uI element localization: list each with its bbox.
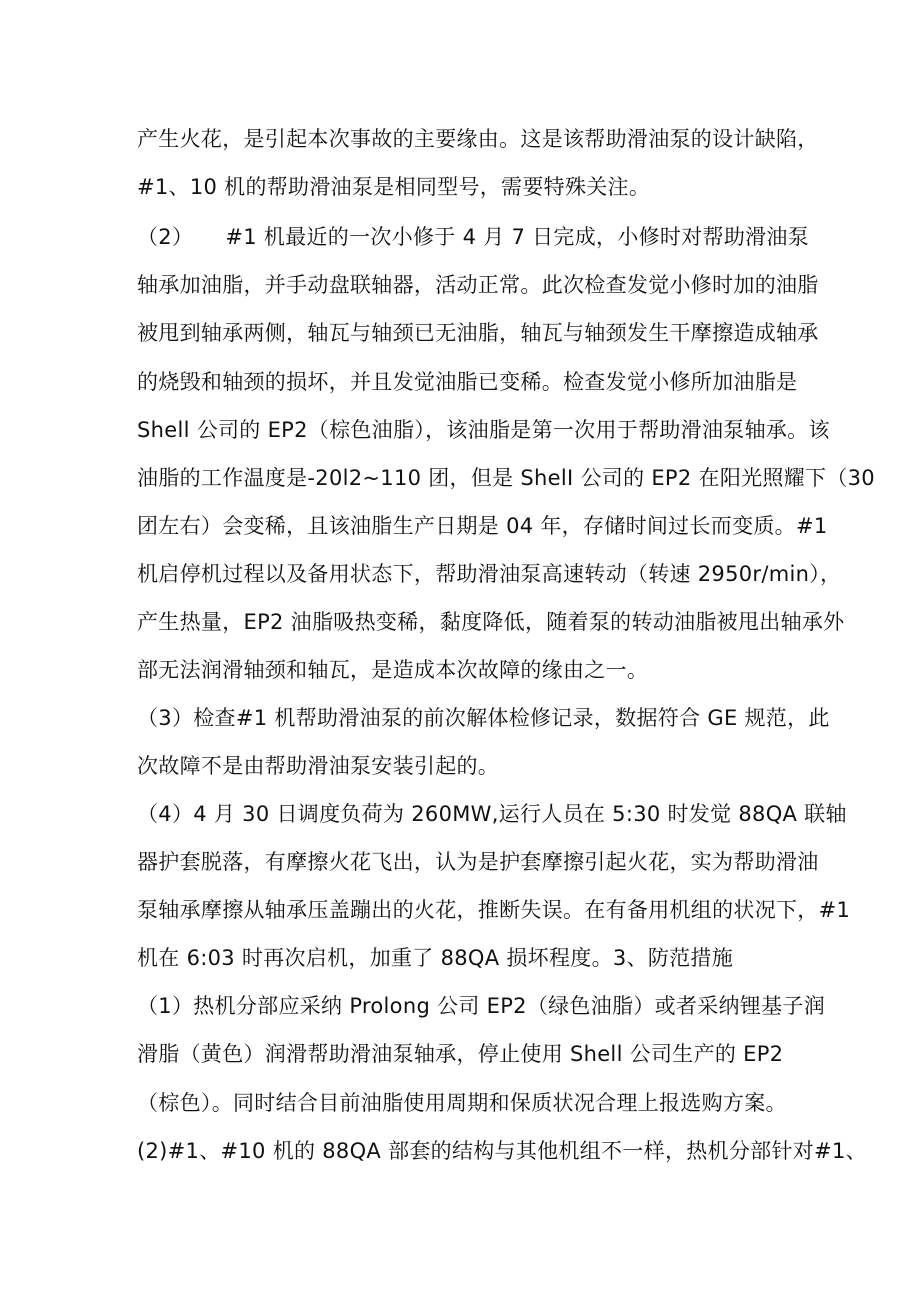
text-line: 机启停机过程以及备用状态下，帮助滑油泵高速转动（转速 2950r/min）， [137, 562, 842, 586]
text-line: 被甩到轴承两侧，轴瓦与轴颈已无油脂，轴瓦与轴颈发生干摩擦造成轴承 [137, 321, 819, 345]
text-line: 产生热量，EP2 油脂吸热变稀，黏度降低，随着泵的转动油脂被甩出轴承外 [137, 610, 845, 634]
text-line: （2） #1 机最近的一次小修于 4 月 7 日完成，小修时对帮助滑油泵 [137, 225, 810, 249]
text-line: #1、10 机的帮助滑油泵是相同型号，需要特殊关注。 [137, 175, 651, 199]
text-line: （棕色）。同时结合目前油脂使用周期和保质状况合理上报选购方案。 [137, 1091, 787, 1115]
text-line: 器护套脱落，有摩擦火花飞出，认为是护套摩擦引起火花，实为帮助滑油 [137, 850, 819, 874]
text-line: Shell 公司的 EP2（棕色油脂），该油脂是第一次用于帮助滑油泵轴承。该 [137, 418, 830, 442]
text-line: 泵轴承摩擦从轴承压盖蹦出的火花，推断失误。在有备用机组的状况下，#1 [137, 898, 851, 922]
text-line: （3）检查#1 机帮助滑油泵的前次解体检修记录，数据符合 GE 规范，此 [137, 706, 830, 730]
text-line: 机在 6:03 时再次启机，加重了 88QA 损坏程度。3、防范措施 [137, 946, 734, 970]
text-line: （1）热机分部应采纳 Prolong 公司 EP2（绿色油脂）或者采纳锂基子润 [137, 994, 826, 1018]
text-line: 的烧毁和轴颈的损坏，并且发觉油脂已变稀。检查发觉小修所加油脂是 [137, 370, 798, 394]
text-line: (2)#1、#10 机的 88QA 部套的结构与其他机组不一样，热机分部针对#1、 [137, 1139, 867, 1163]
text-line: 油脂的工作温度是-20l2~110 团，但是 ShelI 公司的 EP2 在阳光照耀下（30 [137, 466, 875, 490]
text-line: 轴承加油脂，并手动盘联轴器，活动正常。此次检查发觉小修时加的油脂 [137, 273, 819, 297]
text-line: 产生火花，是引起本次事故的主要缘由。这是该帮助滑油泵的设计缺陷， [137, 127, 819, 151]
text-line: 滑脂（黄色）润滑帮助滑油泵轴承，停止使用 Shell 公司生产的 EP2 [137, 1042, 784, 1066]
text-line: （4）4 月 30 日调度负荷为 260MW,运行人员在 5:30 时发觉 88QA 联轴 [137, 802, 847, 826]
text-line: 次故障不是由帮助滑油泵安装引起的。 [137, 754, 500, 778]
text-line: 部无法润滑轴颈和轴瓦，是造成本次故障的缘由之一。 [137, 658, 649, 682]
text-line: 团左右）会变稀，且该油脂生产日期是 04 年，存储时间过长而变质。#1 [137, 514, 828, 538]
